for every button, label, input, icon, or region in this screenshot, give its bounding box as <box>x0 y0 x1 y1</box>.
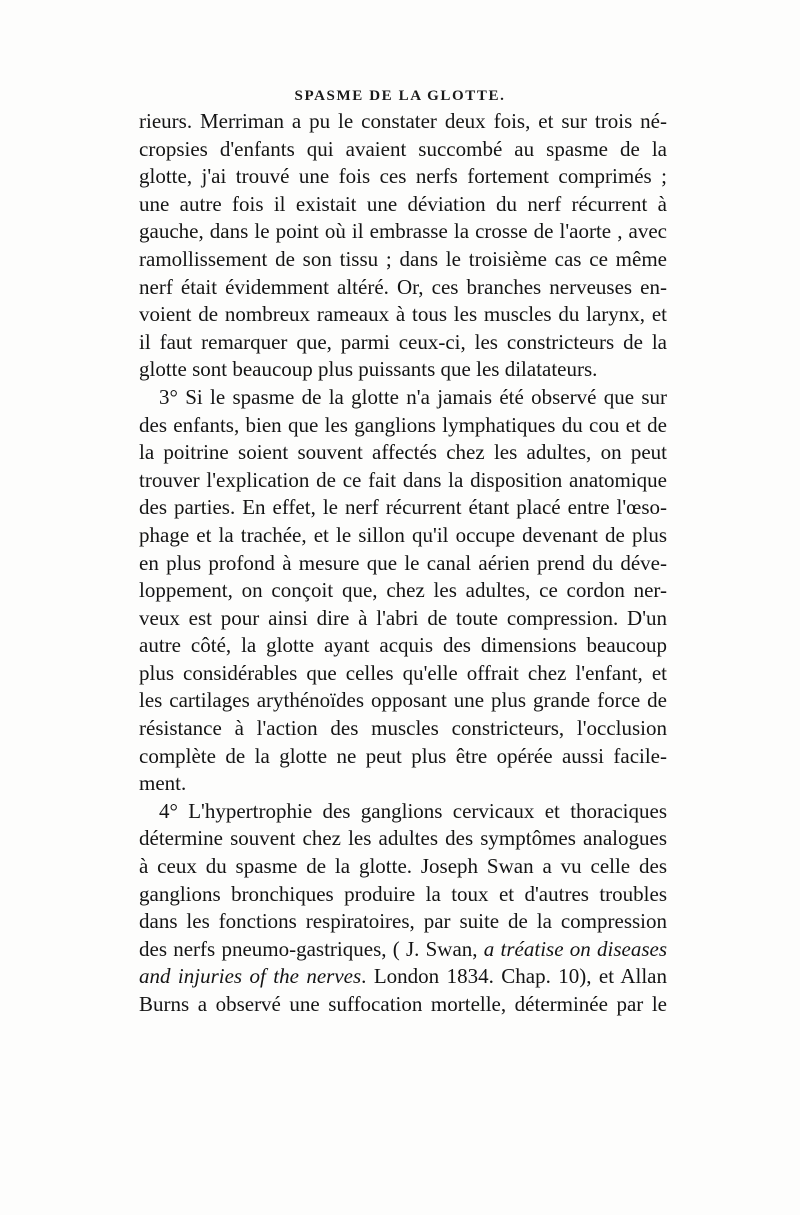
text-line: nerf était évidemment altéré. Or, ces branches nerveuses en- <box>139 274 667 299</box>
text-line: and injuries of the nerves. London 1834. Chap. 10), et Allan <box>139 964 667 989</box>
text-line: plus considérables que celles qu'elle offrait chez l'enfant, et <box>139 660 667 685</box>
text-line: des parties. En effet, le nerf récurrent étant placé entre l'œso- <box>139 495 667 520</box>
text-line: veux est pour ainsi dire à l'abri de toute compression. D'un <box>139 605 667 630</box>
text-line: la poitrine soient souvent affectés chez les adultes, on peut <box>139 440 667 465</box>
text-line: les cartilages arythénoïdes opposant une plus grande force de <box>139 688 667 713</box>
text-line: dans les fonctions respiratoires, par suite de la compression <box>139 909 667 934</box>
text-line: une autre fois il existait une déviation du nerf récurrent à <box>139 191 667 216</box>
text-line: 4° L'hypertrophie des ganglions cervicaux et thoraciques <box>159 798 667 823</box>
text-line: ment. <box>139 771 187 796</box>
text-line: rieurs. Merriman a pu le constater deux fois, et sur trois né- <box>139 109 667 133</box>
text-line: Burns a observé une suffocation mortelle, déterminée par le <box>139 992 667 1016</box>
text-line: ganglions bronchiques produire la toux et d'autres troubles <box>139 881 667 906</box>
body-text <box>139 108 667 1019</box>
text-line: des enfants, bien que les ganglions lymphatiques du cou et de <box>139 412 667 437</box>
text-line: à ceux du spasme de la glotte. Joseph Swan a vu celle des <box>139 854 667 879</box>
text-line: gauche, dans le point où il embrasse la crosse de l'aorte , avec <box>139 219 667 244</box>
text-line: en plus profond à mesure que le canal aérien prend du déve- <box>139 550 667 575</box>
text-line: phage et la trachée, et le sillon qu'il occupe devenant de plus <box>139 522 667 547</box>
text-line: trouver l'explication de ce fait dans la disposition anatomique <box>139 467 667 492</box>
running-head: SPASME DE LA GLOTTE. <box>294 88 506 104</box>
text-line: des nerfs pneumo-gastriques, ( J. Swan, a tréatise on diseases <box>139 936 667 961</box>
text-line: glotte, j'ai trouvé une fois ces nerfs fortement comprimés ; <box>139 164 667 189</box>
text-line: complète de la glotte ne peut plus être opérée aussi facile- <box>139 743 667 768</box>
text-line: 3° Si le spasme de la glotte n'a jamais été observé que sur <box>159 384 667 409</box>
text-line: glotte sont beaucoup plus puissants que les dilatateurs. <box>139 357 598 382</box>
text-line: loppement, on conçoit que, chez les adultes, ce cordon ner- <box>139 578 667 603</box>
text-line: voient de nombreux rameaux à tous les muscles du larynx, et <box>139 302 667 327</box>
text-line: détermine souvent chez les adultes des symptômes analogues <box>139 826 667 851</box>
text-line: autre côté, la glotte ayant acquis des dimensions beaucoup <box>139 633 667 658</box>
text-line: ramollissement de son tissu ; dans le troisième cas ce même <box>139 246 667 271</box>
text-line: il faut remarquer que, parmi ceux-ci, les constricteurs de la <box>139 329 667 354</box>
text-line: résistance à l'action des muscles constricteurs, l'occlusion <box>139 716 667 741</box>
text-line: cropsies d'enfants qui avaient succombé au spasme de la <box>139 136 667 161</box>
